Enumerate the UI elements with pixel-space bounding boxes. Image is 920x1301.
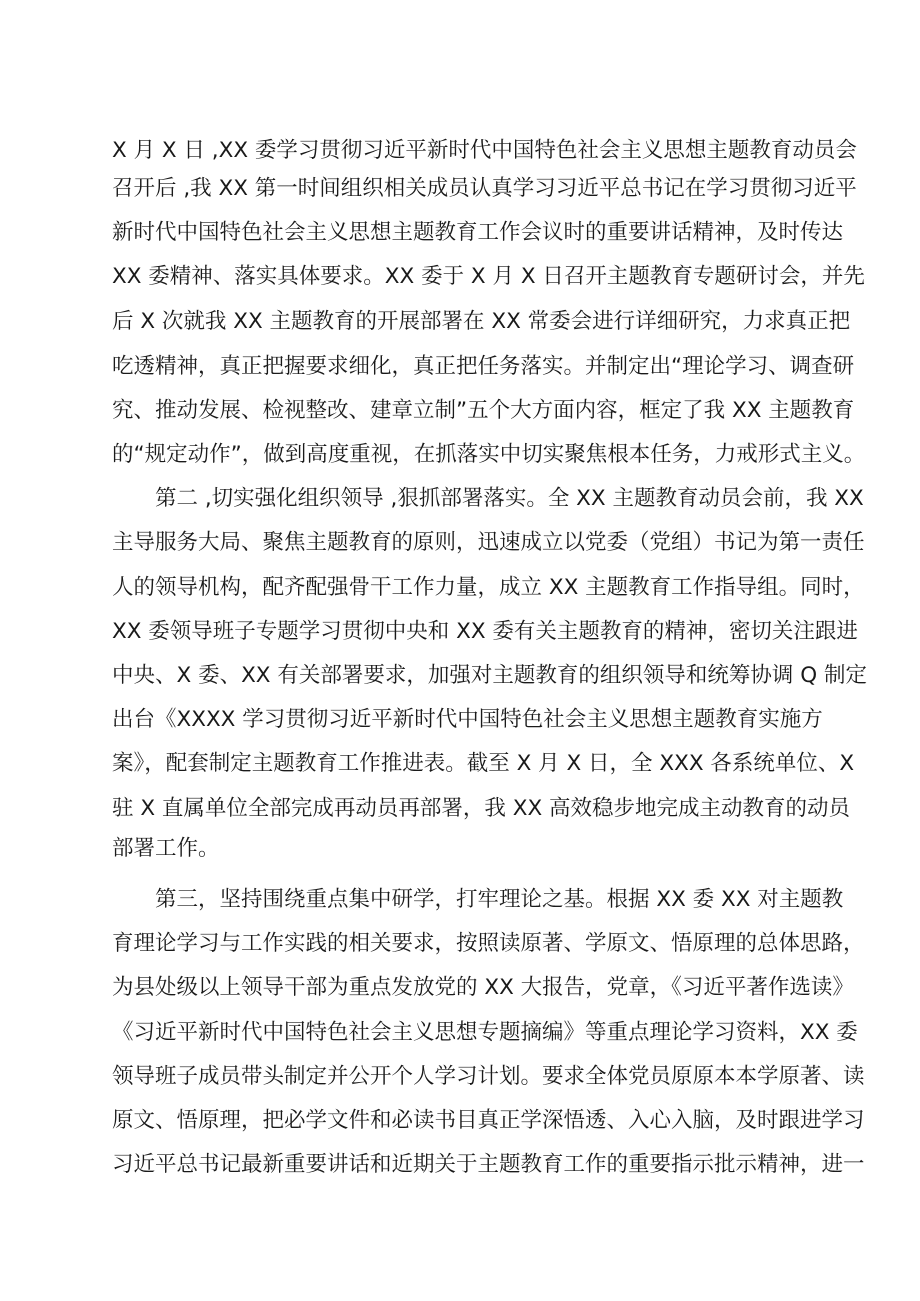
- text-line: 驻 X 直属单位全部完成再动员再部署，我 XX 高效稳步地完成主动教育的动员: [112, 796, 851, 821]
- paragraph-3-first-line: 第三，坚持围绕重点集中研学，打牢理论之基。根据 XX 委 XX 对主题教: [155, 887, 844, 912]
- text-line: 案》，配套制定主题教育工作推进表。截至 X 月 X 日，全 XXX 各系统单位、X: [112, 751, 855, 776]
- text-line: 究、推动发展、检视整改、建章立制”五个大方面内容，框定了我 XX 主题教育: [112, 398, 855, 423]
- text-line: 育理论学习与工作实践的相关要求，按照读原著、学原文、悟原理的总体思路，: [112, 931, 865, 956]
- text-line: 领导班子成员带头制定并公开个人学习计划。要求全体党员原原本本学原著、读: [112, 1064, 865, 1089]
- text-line: 中央、X 委、XX 有关部署要求，加强对主题教育的组织领导和统筹协调 Q 制定: [112, 663, 867, 688]
- text-line: XX 委精神、落实具体要求。XX 委于 X 月 X 日召开主题教育专题研讨会，并先: [112, 264, 865, 289]
- text-line: X 月 X 日 ,XX 委学习贯彻习近平新时代中国特色社会主义思想主题教育动员会: [112, 138, 857, 163]
- text-line: [112, 1193, 808, 1227]
- text-line: 主导服务大局、聚焦主题教育的原则，迅速成立以党委（党组）书记为第一责任: [112, 530, 865, 555]
- text-line: 原文、悟原理，把必学文件和必读书目真正学深悟透、入心入脑，及时跟进学习: [112, 1108, 865, 1133]
- text-line: 召开后 ,我 XX 第一时间组织相关成员认真学习习近平总书记在学习贯彻习近平: [112, 176, 857, 201]
- text-line: 部署工作。: [112, 836, 220, 861]
- text-line: 后 X 次就我 XX 主题教育的开展部署在 XX 常委会进行详细研究，力求真正把: [112, 309, 851, 334]
- text-line: 新时代中国特色社会主义思想主题教育工作会议时的重要讲话精神，及时传达: [112, 220, 844, 245]
- text-line: 《习近平新时代中国特色社会主义思想专题摘编》等重点理论学习资料，XX 委: [112, 1020, 858, 1045]
- text-line: 的“规定动作”，做到高度重视，在抓落实中切实聚焦根本任务，力戒形式主义。: [112, 442, 866, 467]
- text-line: XX 委领导班子专题学习贯彻中央和 XX 委有关主题教育的精神，密切关注跟进: [112, 619, 858, 644]
- text-line: 出台《XXXX 学习贯彻习近平新时代中国特色社会主义思想主题教育实施方: [112, 707, 823, 732]
- text-line: 习近平总书记最新重要讲话和近期关于主题教育工作的重要指示批示精神，进一: [112, 1152, 865, 1177]
- text-line: 为县处级以上领导干部为重点发放党的 XX 大报告，党章，《习近平著作选读》: [112, 975, 854, 1000]
- text-line: 吃透精神，真正把握要求细化，真正把任务落实。并制定出“理论学习、调查研: [112, 354, 855, 379]
- text-line: 人的领导机构，配齐配强骨干工作力量，成立 XX 主题教育工作指导组。同时，: [112, 575, 865, 600]
- paragraph-2-first-line: 第二 ,切实强化组织领导 ,狠抓部署落实。全 XX 主题教育动员会前，我 XX: [155, 486, 864, 511]
